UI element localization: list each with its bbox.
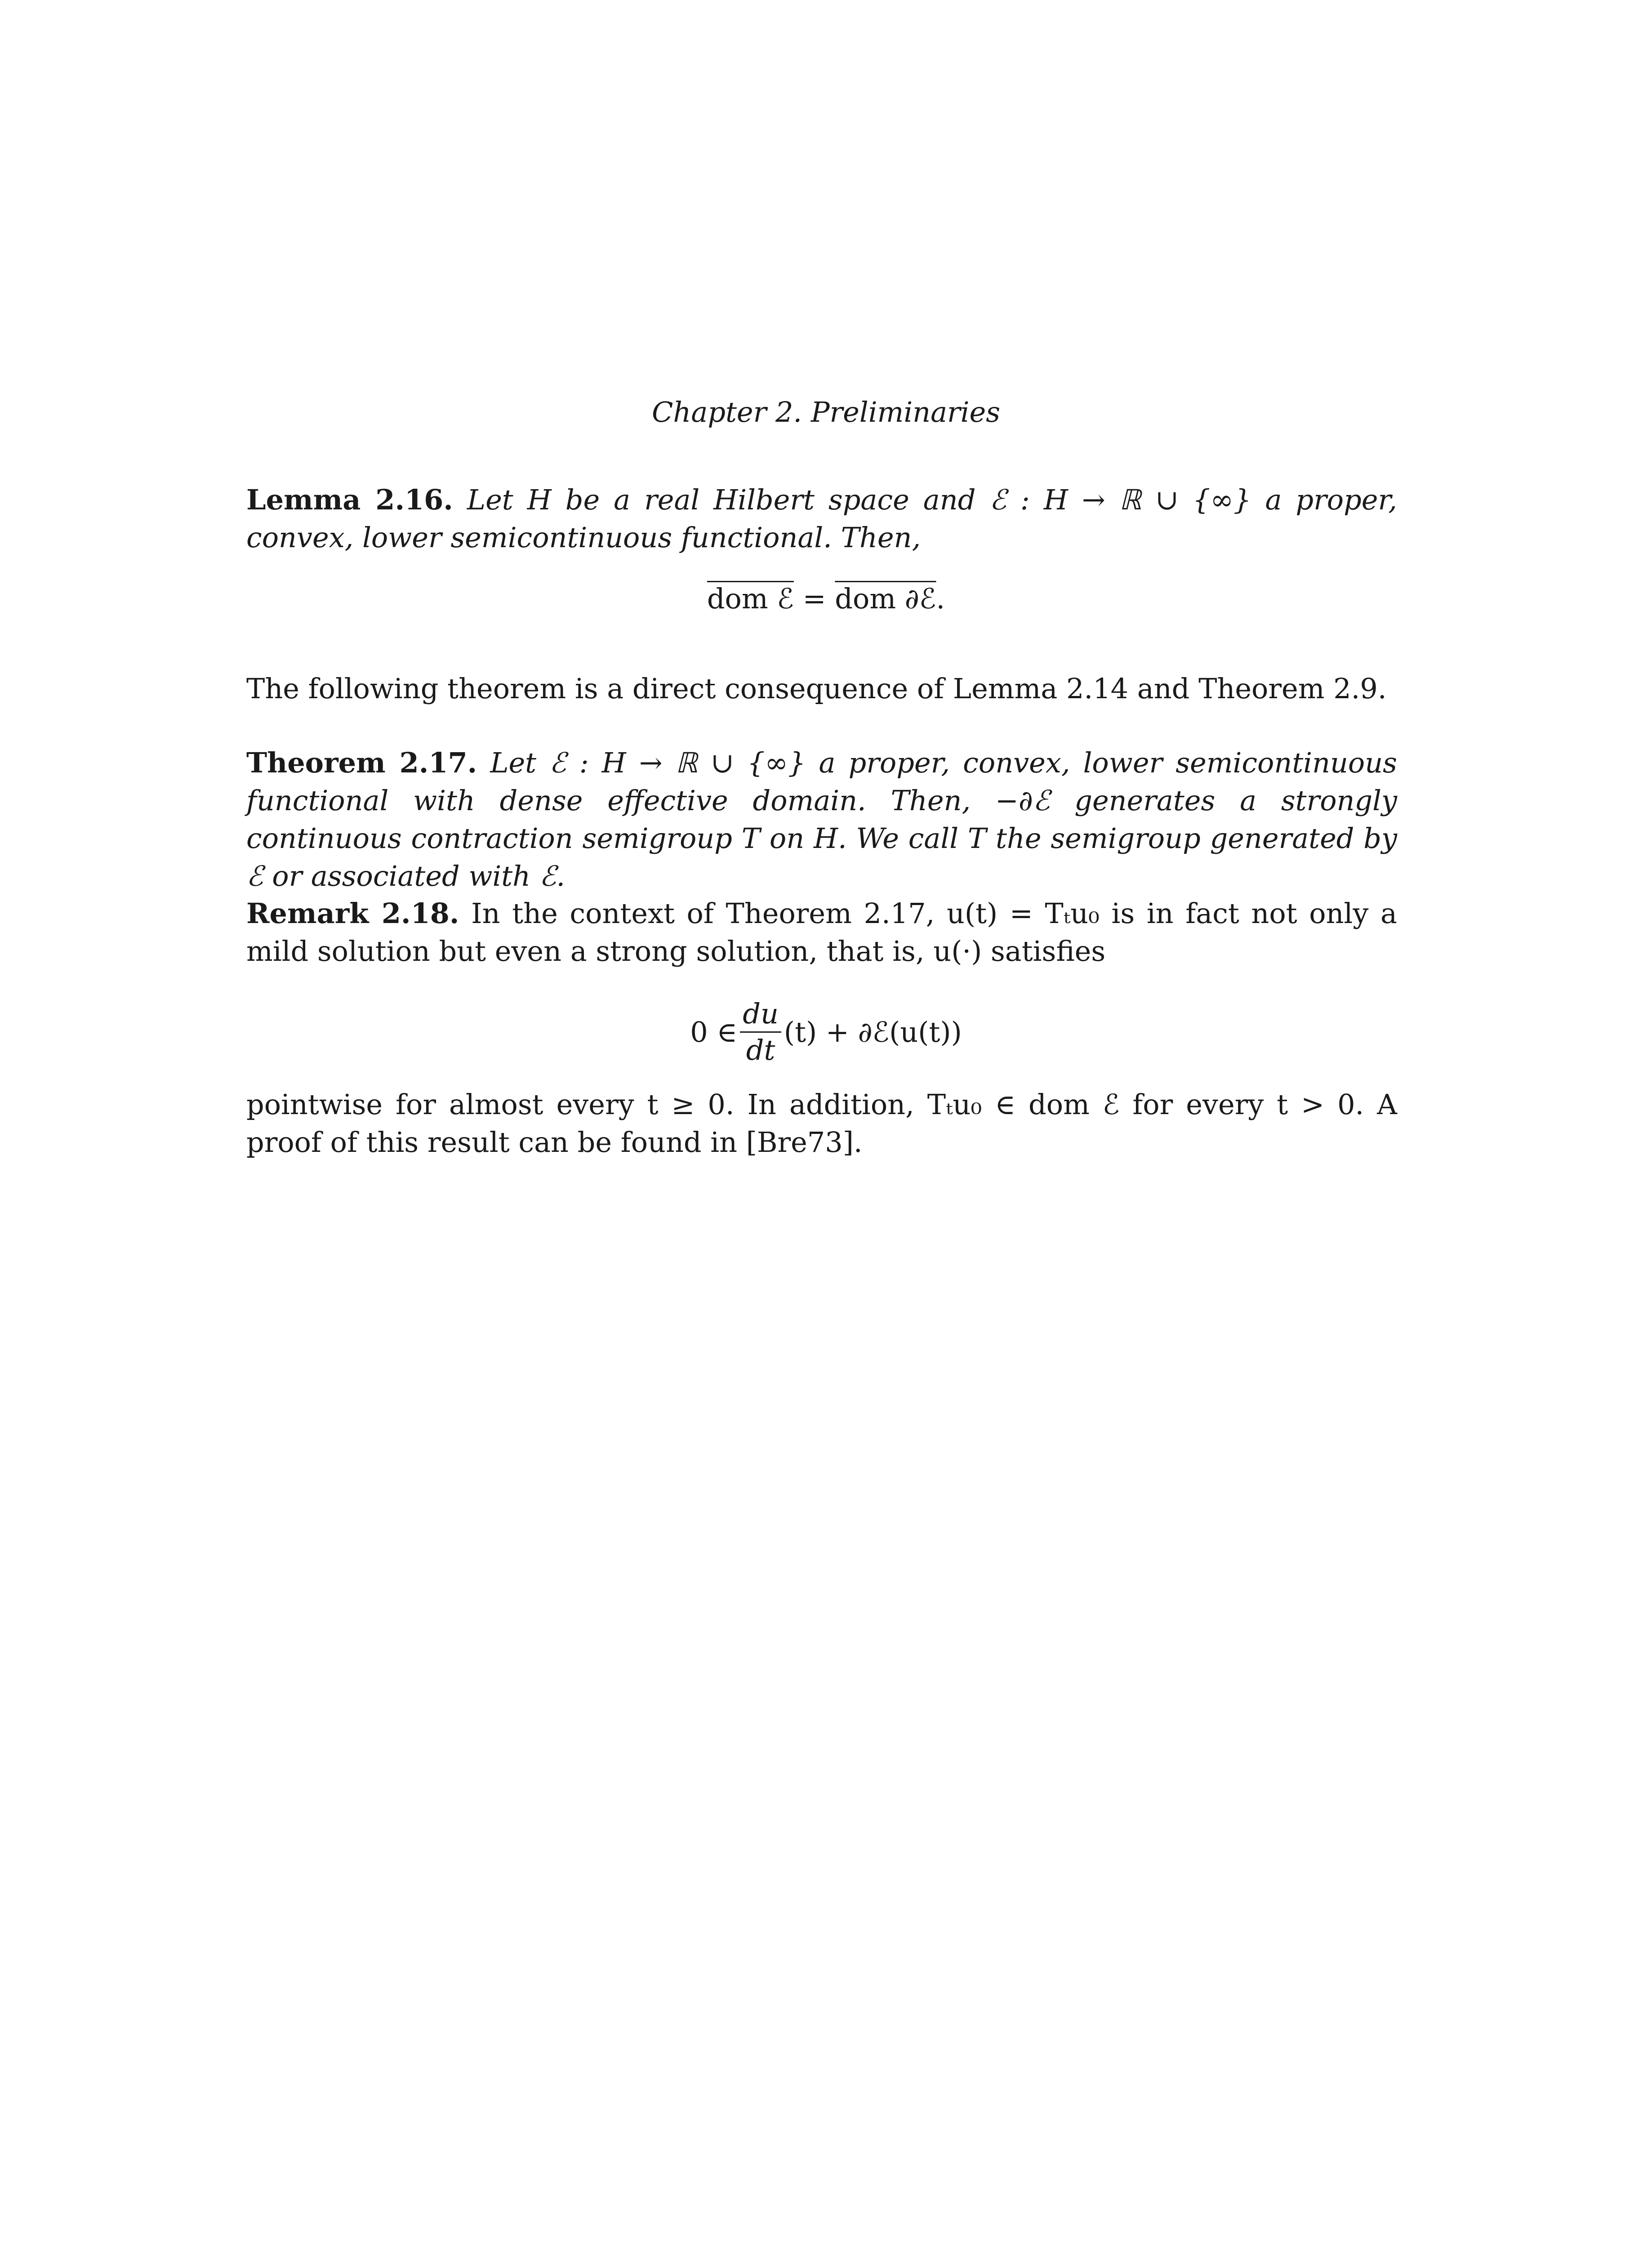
theorem-label: Theorem 2.17.	[246, 746, 477, 779]
remark-label: Remark 2.18.	[246, 897, 459, 930]
lemma-equation-eq: =	[793, 582, 835, 615]
lemma-block	[246, 481, 1397, 557]
lemma-text: Let H be a real Hilbert space and ℰ : H → ℝ ∪ {∞} a proper, convex, lower semicontinuous functional. Then,	[246, 483, 1397, 554]
remark-equation-suffix: (t) + ∂ℰ(u(t))	[784, 1016, 962, 1048]
derivative-fraction	[740, 998, 781, 1066]
remark-equation	[0, 998, 1652, 1066]
theorem-block	[246, 744, 1397, 895]
intro-paragraph: The following theorem is a direct consequence of Lemma 2.14 and Theorem 2.9.	[246, 672, 1387, 705]
fraction-denominator: dt	[746, 1034, 775, 1066]
theorem-text: Let ℰ : H → ℝ ∪ {∞} a proper, convex, lower semicontinuous functional with dense effective domain. Then, −∂ℰ generates a strongly continuous contraction semigroup T on H. We call T the semigroup generated by ℰ or associated with ℰ.	[246, 746, 1397, 892]
lemma-equation-lhs: dom ℰ	[707, 582, 794, 615]
lemma-equation	[0, 582, 1652, 615]
lemma-label: Lemma 2.16.	[246, 483, 453, 516]
remark-block	[246, 895, 1397, 970]
fraction-numerator: du	[740, 998, 781, 1033]
remark-text: In the context of Theorem 2.17, u(t) = Tₜu₀ is in fact not only a mild solution but even a strong solution, that is, u(·) satisfies	[246, 897, 1397, 968]
remark-closing-paragraph: pointwise for almost every t ≥ 0. In addition, Tₜu₀ ∈ dom ℰ for every t > 0. A proof of this result can be found in [Bre73].	[246, 1088, 1397, 1159]
remark-equation-prefix: 0 ∈	[690, 1016, 738, 1048]
lemma-equation-rhs: dom ∂ℰ	[835, 582, 936, 615]
lemma-equation-end: .	[936, 582, 945, 615]
running-header: Chapter 2. Preliminaries	[651, 396, 1001, 428]
